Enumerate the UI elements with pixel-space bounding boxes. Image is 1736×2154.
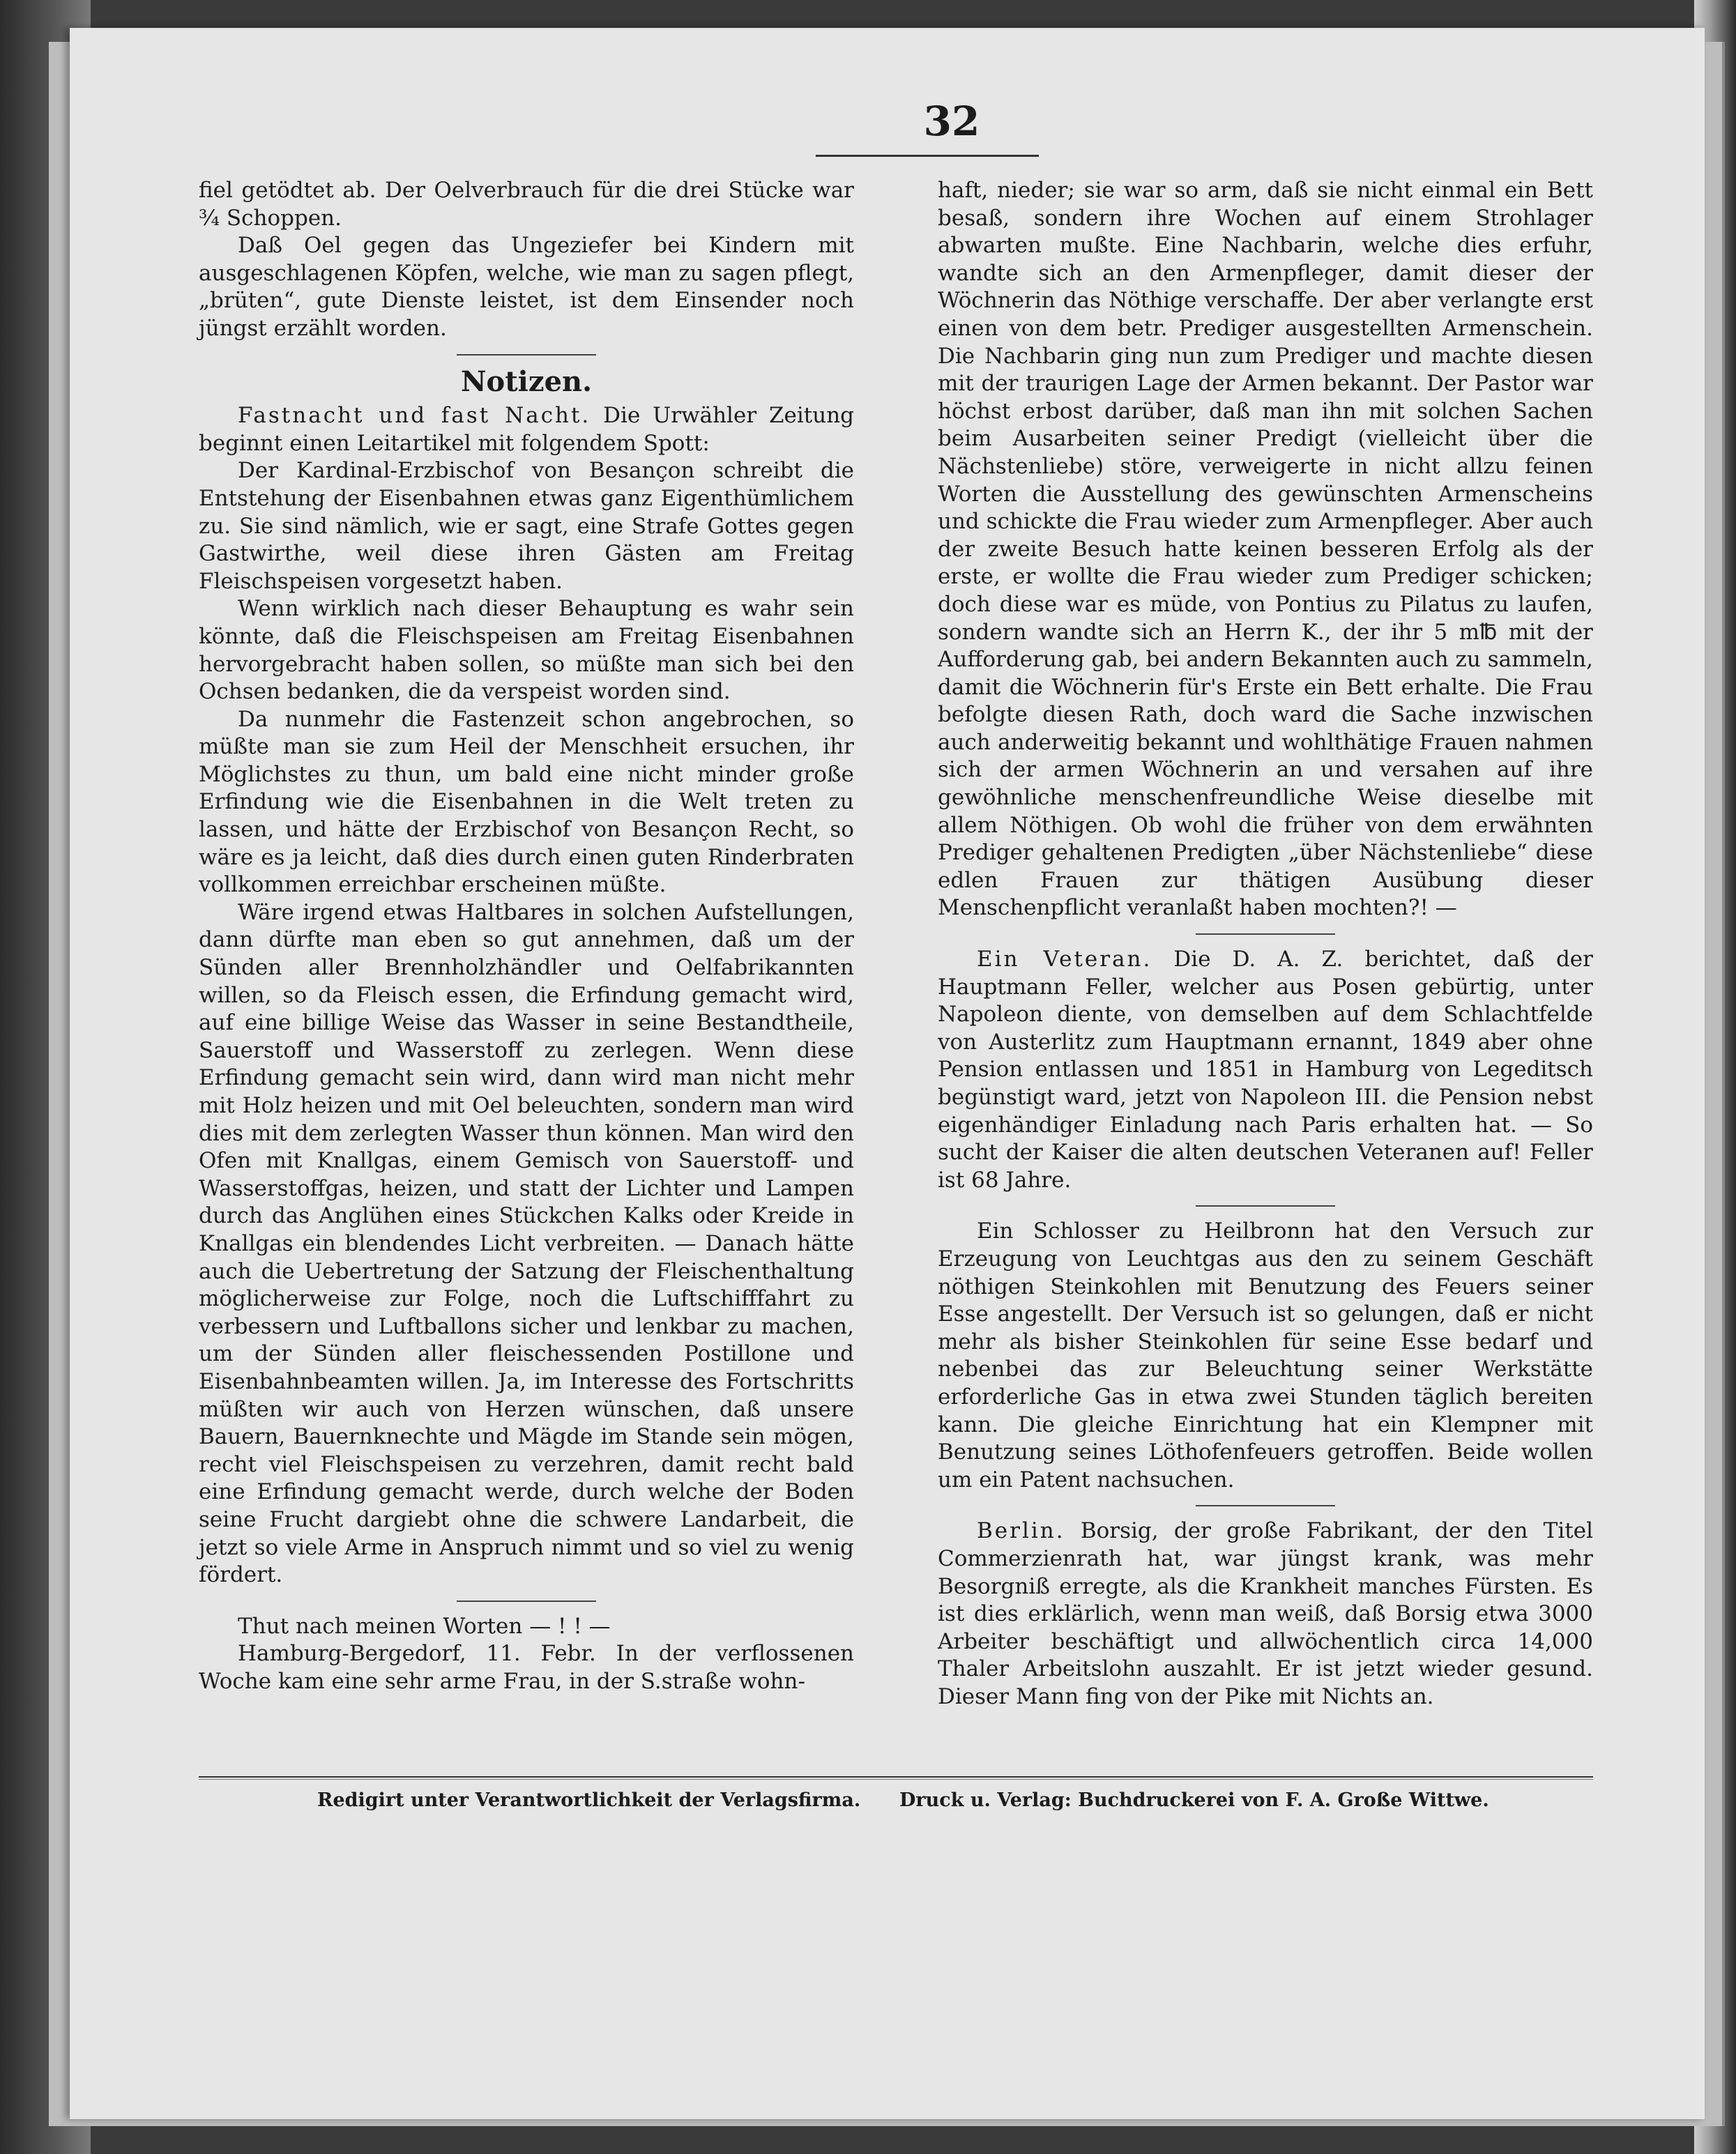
- article-text: Borsig, der große Fabrikant, der den Titel Commerzienrath hat, war jüngst krank, was mehr Besorgniß erregte, als die Krankheit manches Fürsten. Es ist dies erklärlich, wenn man weiß, daß Borsig etwa 3000 Arbeiter beschäftigt und allwöchentlich circa 14,000 Thaler Arbeitslohn auszahlt. Er ist jetzt wieder gesund. Dieser Mann fing von der Pike mit Nichts an.: [938, 1518, 1593, 1709]
- footer-rule-thin: [199, 1779, 1593, 1780]
- article-text: Die D. A. Z. berichtet, daß der Hauptmann Feller, welcher aus Posen gebürtig, unter Napoleon diente, von demselben auf dem Schlachtfelde von Austerlitz zum Hauptmann ernannt, 1849 aber ohne Pension entlassen und 1851 in Hamburg von Legeditsch begünstigt ward, jetzt von Napoleon III. die Pension nebst eigenhändiger Einladung nach Paris erhalten hat. — So sucht der Kaiser die alten deutschen Veteranen auf! Feller ist 68 Jahre.: [938, 947, 1593, 1193]
- paragraph: Hamburg-Bergedorf, 11. Febr. In der verflossenen Woche kam eine sehr arme Frau, in der S.straße wohn-: [199, 1641, 854, 1694]
- article-lead: Ein Veteran.: [977, 947, 1152, 972]
- paragraph: [199, 402, 854, 457]
- paragraph: [938, 1518, 1593, 1711]
- separator-rule: [1196, 1205, 1335, 1207]
- separator-rule: [457, 354, 596, 356]
- footer-rule: [199, 1776, 1593, 1778]
- page-number-rule: [816, 155, 1039, 157]
- left-column: [199, 177, 854, 1695]
- page-number: 32: [923, 98, 980, 145]
- footer-printer-note: Druck u. Verlag: Buchdruckerei von F. A. Große Wittwe.: [899, 1789, 1489, 1811]
- paragraph: Wäre irgend etwas Haltbares in solchen Aufstellungen, dann dürfte man eben so gut annehmen, daß um der Sünden aller Brennholzhändler und Oelfabrikannten willen, so da Fleisch essen, die Erfindung gemacht wird, auf eine billige Weise das Wasser in seine Bestandtheile, Sauerstoff und Wasserstoff zu zerlegen. Wenn diese Erfindung gemacht sein wird, dann wird man nicht mehr mit Holz heizen und mit Oel beleuchten, sondern man wird dies mit dem zerlegten Wasser thun können. Man wird den Ofen mit Knallgas, einem Gemisch von Sauerstoff- und Wasserstoffgas, heizen, und statt der Lichter und Lampen durch das Anglühen eines Stückchen Kalks oder Kreide in Knallgas ein blendendes Licht verbreiten. — Danach hätte auch die Uebertretung der Satzung der Fleischenthaltung möglicherweise zur Folge, noch die Luftschifffahrt zu verbessern und Luftballons sicher und lenkbar zu machen, um der Sünden aller fleischessenden Postillone und Eisenbahnbeamten willen. Ja, im Interesse des Fortschritts müßten wir auch von Herzen wünschen, daß unsere Bauern, Bauernknechte und Mägde im Stande sein mögen, recht viel Fleischspeisen zu verzehren, damit recht bald eine Erfindung gemacht werde, durch welche der Boden seine Frucht dargiebt ohne die schwere Landarbeit, die jetzt so viele Arme in Anspruch nimmt und so viel zu wenig fördert.: [199, 899, 854, 1588]
- paragraph: Wenn wirklich nach dieser Behauptung es wahr sein könnte, daß die Fleischspeisen am Freitag Eisenbahnen hervorgebracht haben sollen, so müßte man sich bei den Ochsen bedanken, die da verspeist worden sind.: [199, 596, 854, 705]
- section-heading: Notizen.: [460, 365, 593, 398]
- paragraph: fiel getödtet ab. Der Oelverbrauch für die drei Stücke war ¾ Schoppen.: [199, 178, 854, 231]
- newspaper-page: [70, 28, 1705, 2119]
- article-lead: Berlin.: [977, 1518, 1065, 1544]
- paragraph: Der Kardinal-Erzbischof von Besançon schreibt die Entstehung der Eisenbahnen etwas ganz Eigenthümlichem zu. Sie sind nämlich, wie er sagt, eine Strafe Gottes gegen Gastwirthe, weil diese ihren Gästen am Freitag Fleischspeisen vorgesetzt haben.: [199, 458, 854, 594]
- paragraph: Da nunmehr die Fastenzeit schon angebrochen, so müßte man sie zum Heil der Menschheit ersuchen, ihr Möglichstes zu thun, um bald eine nicht minder große Erfindung wie die Eisenbahnen in die Welt treten zu lassen, und hätte der Erzbischof von Besançon Recht, so wäre es ja leicht, daß dies durch einen guten Rinderbraten vollkommen erreichbar erscheinen müßte.: [199, 706, 854, 898]
- separator-rule: [457, 1601, 596, 1602]
- separator-rule: [1196, 933, 1335, 935]
- article-lead: Fastnacht und fast Nacht.: [238, 403, 591, 429]
- separator-rule: [1196, 1505, 1335, 1506]
- paragraph: haft, nieder; sie war so arm, daß sie nicht einmal ein Bett besaß, sondern ihre Wochen auf einem Strohlager abwarten mußte. Eine Nachbarin, welche dies erfuhr, wandte sich an den Armenpfleger, damit dieser der Wöchnerin das Nöthige verschaffe. Der aber verlangte erst einen von dem betr. Prediger ausgestellten Armenschein. Die Nachbarin ging nun zum Prediger und machte diesen mit der traurigen Lage der Armen bekannt. Der Pastor war höchst erbost darüber, daß man ihn mit solchen Sachen beim Ausarbeiten seiner Predigt (vielleicht über die Nächstenliebe) störe, verweigerte in nicht allzu feinen Worten die Ausstellung des gewünschten Armenscheins und schickte die Frau wieder zum Armenpfleger. Aber auch der zweite Besuch hatte keinen besseren Erfolg als der erste, er wollte die Frau wieder zum Prediger schicken; doch diese war es müde, von Pontius zu Pilatus zu laufen, sondern wandte sich an Herrn K., der ihr 5 m℔ mit der Aufforderung gab, bei andern Bekannten auch zu sammeln, damit die Wöchnerin für's Erste ein Bett erhalte. Die Frau befolgte diesen Rath, doch ward die Sache inzwischen auch anderweitig bekannt und wohlthätige Frauen nahmen sich der armen Wöchnerin an und versahen auf ihre gewöhnliche menschenfreundliche Weise dieselbe mit allem Nöthigen. Ob wohl die früher von dem erwähnten Prediger gehaltenen Predigten „über Nächstenliebe“ diese edlen Frauen zur thätigen Ausübung dieser Menschenpflicht veranlaßt haben mochten?! —: [938, 178, 1593, 921]
- article-title: Thut nach meinen Worten — ! ! —: [238, 1613, 611, 1639]
- paragraph: [938, 946, 1593, 1194]
- paragraph: Ein Schlosser zu Heilbronn hat den Versuch zur Erzeugung von Leuchtgas aus den zu seinem Geschäft nöthigen Steinkohlen mit Benutzung des Feuers seiner Esse angestellt. Der Versuch ist so gelungen, daß er nicht mehr als bisher Steinkohlen für seine Esse bedarf und nebenbei das zur Beleuchtung seiner Werkstätte erforderliche Gas in etwa zwei Stunden täglich bereiten kann. Die gleiche Einrichtung hat ein Klempner mit Benutzung seines Löthofenfeuers getroffen. Beide wollen um ein Patent nachsuchen.: [938, 1219, 1593, 1492]
- right-column: [938, 177, 1593, 1711]
- article-text: Die Urwähler Zeitung beginnt einen Leitartikel mit folgendem Spott:: [199, 403, 855, 456]
- footer-editor-note: Redigirt unter Verantwortlichkeit der Verlagsfirma.: [317, 1789, 861, 1811]
- paragraph: Daß Oel gegen das Ungeziefer bei Kindern mit ausgeschlagenen Köpfen, welche, wie man zu sagen pflegt, „brüten“, gute Dienste leistet, ist dem Einsender noch jüngst erzählt worden.: [199, 233, 854, 341]
